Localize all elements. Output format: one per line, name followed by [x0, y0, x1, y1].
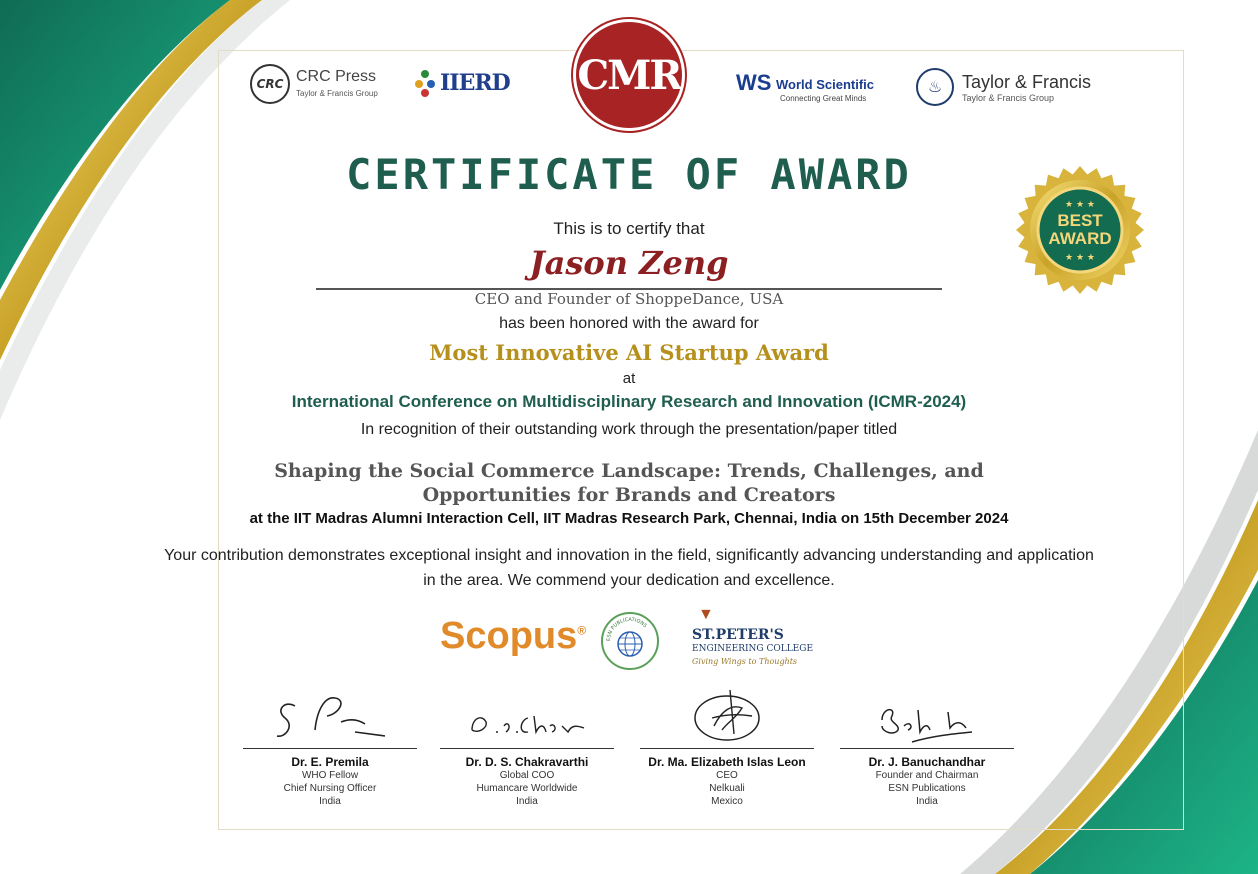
honored-text: has been honored with the award for [499, 315, 759, 332]
signature-line-4 [840, 748, 1014, 749]
contribution-text: Your contribution demonstrates exceptional insight and innovation in the field, significantly advancing understanding and application in the area. We commend your dedication and excellence. [164, 547, 1094, 589]
signatory-1-line3: India [319, 796, 341, 807]
svg-text:★ ★ ★: ★ ★ ★ [1065, 253, 1095, 263]
iierd-logo-icon [414, 66, 436, 100]
award-title: Most Innovative AI Startup Award [429, 340, 829, 365]
conference-name: International Conference on Multidisciplinary Research and Innovation (ICMR-2024) [291, 392, 967, 411]
taylor-francis-lamp-icon: ♨ [916, 68, 954, 106]
signatory-2 [440, 670, 614, 808]
crc-press-subtitle: Taylor & Francis Group [296, 89, 378, 98]
badge-line2: AWARD [1048, 229, 1112, 248]
signatory-4-line3: India [916, 796, 938, 807]
iierd-logo-text: IIERD [440, 70, 510, 96]
globe-icon [603, 614, 657, 668]
cmr-mark: CMR [577, 51, 681, 99]
signatory-3-line1: CEO [716, 770, 738, 781]
venue-text: at the IIT Madras Alumni Interaction Cell, IIT Madras Research Park, Chennai, India on 15th December 2024 [249, 510, 1009, 527]
signatory-3-name: Dr. Ma. Elizabeth Islas Leon [648, 755, 806, 769]
signatory-1-line2: Chief Nursing Officer [283, 783, 377, 794]
signatory-3 [640, 670, 814, 808]
crc-logo-icon [250, 64, 290, 104]
signature-4-image [852, 670, 1002, 748]
certify-text: This is to certify that [553, 219, 705, 238]
scopus-title: Scopus [440, 615, 578, 657]
scopus-reg: ® [577, 623, 587, 638]
signature-line-1 [243, 748, 417, 749]
at-text: at [622, 370, 636, 387]
signatory-4-name: Dr. J. Banuchandhar [868, 755, 986, 769]
world-scientific-title: World Scientific [776, 77, 874, 92]
signatory-2-name: Dr. D. S. Chakravarthi [465, 755, 589, 769]
signatory-4-line2: ESN Publications [888, 783, 966, 794]
st-peters-title: ST.PETER'S [692, 627, 784, 643]
esn-publications-logo [601, 612, 659, 670]
signatory-2-line2: Humancare Worldwide [476, 783, 578, 794]
paper-title: Shaping the Social Commerce Landscape: Trends, Challenges, and Opportunities for Brands and Creators [274, 460, 984, 506]
st-peters-emblem-icon: ▼ [698, 606, 714, 623]
taylor-francis-title: Taylor & Francis [962, 72, 1092, 92]
signatory-3-line2: Nelkuali [709, 783, 745, 794]
world-scientific-subtitle: Connecting Great Minds [780, 94, 867, 103]
esn-ring-text: ESN PUBLICATIONS [605, 616, 648, 642]
signatory-2-line3: India [516, 796, 538, 807]
recognition-text: In recognition of their outstanding work through the presentation/paper titled [360, 421, 898, 438]
recipient-name: Jason Zeng [529, 244, 729, 282]
taylor-francis-subtitle: Taylor & Francis Group [962, 93, 1055, 103]
recipient-role: CEO and Founder of ShoppeDance, USA [474, 290, 784, 308]
signature-line-2 [440, 748, 614, 749]
signatory-4-line1: Founder and Chairman [875, 770, 979, 781]
signature-2-image [452, 670, 602, 748]
crc-mark: CRC [256, 77, 284, 91]
signature-3-image [652, 670, 802, 748]
signatory-2-line1: Global COO [499, 770, 555, 781]
certificate-heading: CERTIFICATE OF AWARD [346, 150, 912, 199]
signatory-1-line1: WHO Fellow [301, 770, 359, 781]
crc-press-title: CRC Press [296, 68, 377, 85]
st-peters-subtitle: ENGINEERING COLLEGE [692, 644, 814, 654]
svg-text:★ ★ ★: ★ ★ ★ [1065, 200, 1095, 210]
signatory-3-line3: Mexico [711, 796, 743, 807]
badge-line1: BEST [1057, 211, 1103, 230]
signatory-1-name: Dr. E. Premila [291, 755, 369, 769]
scopus-logo [440, 615, 586, 658]
signatory-4 [840, 670, 1014, 808]
signature-1-image [255, 670, 405, 748]
world-scientific-icon: WS [736, 70, 772, 95]
st-peters-tagline: Giving Wings to Thoughts [692, 657, 798, 666]
cmr-logo [576, 22, 682, 128]
signature-line-3 [640, 748, 814, 749]
signatory-1 [243, 670, 417, 808]
